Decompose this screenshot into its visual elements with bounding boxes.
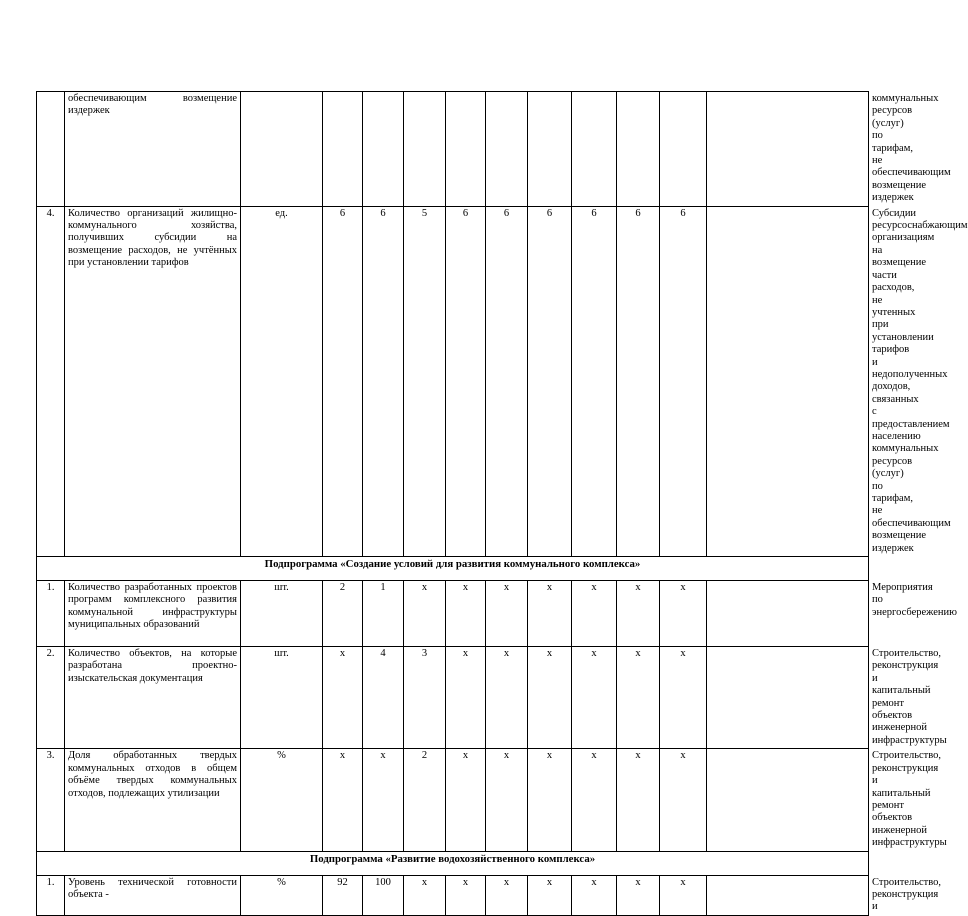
value-cell: х <box>660 581 707 647</box>
value-cell: 1 <box>363 581 404 647</box>
value-cell <box>404 92 446 207</box>
value-cell: 6 <box>660 206 707 556</box>
table-row: 1. Уровень технической готовности объекта - % 92 100 х х х х х х х Строительство, реконструкция и <box>37 875 869 915</box>
value-cell: 2 <box>323 581 363 647</box>
value-cell: 6 <box>528 206 572 556</box>
unit-cell: шт. <box>241 647 323 749</box>
unit-cell: % <box>241 875 323 915</box>
table-row: 4. Количество организаций жилищно-коммунального хозяйства, получивших субсидии на возмещение расходов, не учтённых при установлении тарифов ед. 6 6 5 6 6 6 6 6 6 Субсидии ресурсоснабжающим организациям на возмещение части расходов, не учтенных при установлении тарифов и недополученных доходов, связанных с предоставлением населению коммунальных ресурсов (услуг) по тарифам, не обеспечивающим возмещение издержек <box>37 206 869 556</box>
value-cell <box>446 92 486 207</box>
value-cell: х <box>572 647 617 749</box>
row-number: 1. <box>37 875 65 915</box>
value-cell: х <box>323 647 363 749</box>
value-cell: х <box>660 875 707 915</box>
unit-cell <box>241 92 323 207</box>
value-cell <box>707 206 869 556</box>
subprogram-row <box>37 557 869 581</box>
indicator-name: Количество объектов, на которые разработана проектно-изыскательская документация <box>65 647 241 749</box>
value-cell <box>707 92 869 207</box>
row-number: 1. <box>37 581 65 647</box>
value-cell: 4 <box>363 647 404 749</box>
value-cell: х <box>486 875 528 915</box>
subprogram-heading: Подпрограмма «Развитие водохозяйственного комплекса» <box>37 851 869 875</box>
value-cell: 3 <box>404 647 446 749</box>
value-cell: х <box>528 647 572 749</box>
value-cell: х <box>528 875 572 915</box>
value-cell <box>486 92 528 207</box>
value-cell: х <box>617 749 660 851</box>
value-cell <box>707 749 869 851</box>
subprogram-heading: Подпрограмма «Создание условий для развития коммунального комплекса» <box>37 557 869 581</box>
value-cell: 92 <box>323 875 363 915</box>
value-cell <box>617 92 660 207</box>
indicator-name: Количество разработанных проектов программ комплексного развития коммунальной инфраструктуры муниципальных образований <box>65 581 241 647</box>
value-cell <box>707 875 869 915</box>
value-cell: х <box>660 647 707 749</box>
value-cell: х <box>446 749 486 851</box>
value-cell: х <box>617 581 660 647</box>
value-cell: х <box>617 875 660 915</box>
value-cell: 6 <box>323 206 363 556</box>
value-cell <box>660 92 707 207</box>
value-cell: х <box>446 875 486 915</box>
value-cell: х <box>404 581 446 647</box>
value-cell: х <box>404 875 446 915</box>
row-number: 3. <box>37 749 65 851</box>
value-cell <box>707 581 869 647</box>
value-cell: х <box>446 581 486 647</box>
table-body <box>37 92 968 916</box>
value-cell: 2 <box>404 749 446 851</box>
table-row: 3. Доля обработанных твердых коммунальных отходов в общем объёме твердых коммунальных отходов, подлежащих утилизации % х х 2 х х х х х х Строительство, реконструкция и капитальный ремонт объектов инженерной инфраструктуры <box>37 749 869 851</box>
value-cell: 5 <box>404 206 446 556</box>
value-cell: х <box>446 647 486 749</box>
table-row: 1. Количество разработанных проектов программ комплексного развития коммунальной инфраструктуры муниципальных образований шт. 2 1 х х х х х х х Мероприятия по энергосбережению <box>37 581 869 647</box>
table-row: обеспечивающим возмещение издержек коммунальных ресурсов (услуг) по тарифам, не обеспечивающим возмещение издержек <box>37 92 869 207</box>
row-number <box>37 92 65 207</box>
unit-cell: % <box>241 749 323 851</box>
value-cell: х <box>572 875 617 915</box>
unit-cell: шт. <box>241 581 323 647</box>
value-cell: 6 <box>617 206 660 556</box>
value-cell <box>363 92 404 207</box>
value-cell: х <box>486 647 528 749</box>
value-cell: 6 <box>363 206 404 556</box>
indicator-name: Уровень технической готовности объекта - <box>65 875 241 915</box>
unit-cell: ед. <box>241 206 323 556</box>
value-cell: х <box>572 749 617 851</box>
value-cell <box>707 647 869 749</box>
indicators-table <box>36 91 968 916</box>
value-cell <box>323 92 363 207</box>
row-number: 4. <box>37 206 65 556</box>
table-row: 2. Количество объектов, на которые разработана проектно-изыскательская документация шт. х 4 3 х х х х х х Строительство, реконструкция и капитальный ремонт объектов инженерной инфраструктуры <box>37 647 869 749</box>
value-cell: 6 <box>446 206 486 556</box>
row-number: 2. <box>37 647 65 749</box>
value-cell: х <box>572 581 617 647</box>
value-cell: х <box>617 647 660 749</box>
subprogram-row <box>37 851 869 875</box>
value-cell: х <box>323 749 363 851</box>
value-cell: 6 <box>486 206 528 556</box>
value-cell: х <box>486 581 528 647</box>
value-cell: х <box>660 749 707 851</box>
value-cell <box>528 92 572 207</box>
value-cell: 6 <box>572 206 617 556</box>
value-cell <box>572 92 617 207</box>
indicator-name: обеспечивающим возмещение издержек <box>65 92 241 207</box>
value-cell: х <box>528 581 572 647</box>
value-cell: х <box>363 749 404 851</box>
value-cell: х <box>528 749 572 851</box>
value-cell: х <box>486 749 528 851</box>
indicator-name: Доля обработанных твердых коммунальных отходов в общем объёме твердых коммунальных отходов, подлежащих утилизации <box>65 749 241 851</box>
value-cell: 100 <box>363 875 404 915</box>
indicator-name: Количество организаций жилищно-коммунального хозяйства, получивших субсидии на возмещение расходов, не учтённых при установлении тарифов <box>65 206 241 556</box>
